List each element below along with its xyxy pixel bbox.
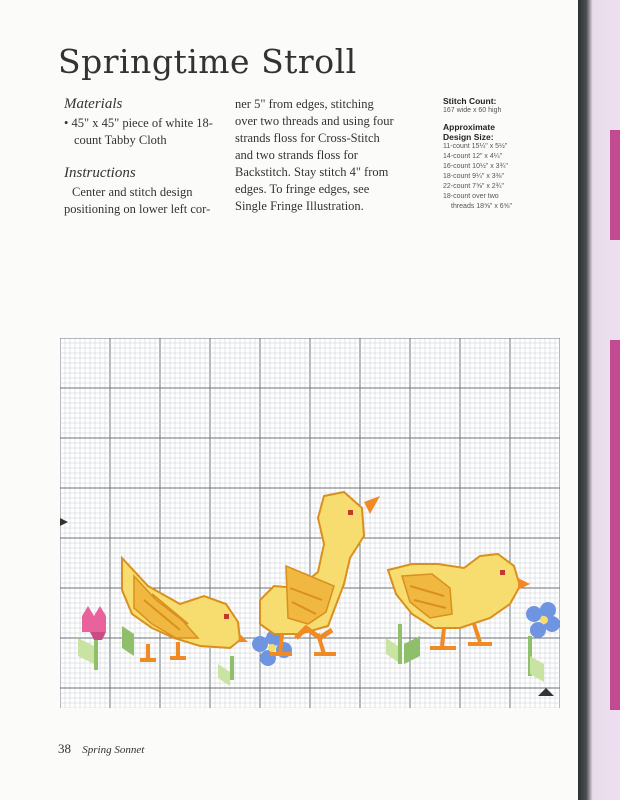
page-edge-accent-bottom (610, 340, 620, 710)
next-page-edge (578, 0, 620, 800)
publication-name: Spring Sonnet (82, 744, 145, 756)
design-size-0: 11-count 15¼" x 5½" (443, 143, 508, 150)
design-size-4: 22-count 7⅝" x 2¾" (443, 183, 505, 190)
page-footer (58, 741, 144, 757)
materials-heading: Materials (64, 96, 123, 112)
page-edge-accent-top (610, 130, 620, 240)
design-size-label-1: Approximate (443, 122, 495, 132)
design-size-label-2: Design Size: (443, 132, 494, 142)
design-specs-sidebar (443, 96, 553, 212)
stitch-count-label: Stitch Count: (443, 96, 497, 106)
instructions-heading: Instructions (64, 165, 136, 181)
design-size-1: 14-count 12" x 4¼" (443, 153, 503, 160)
text-column-middle (235, 96, 395, 215)
page-number: 38 (58, 741, 71, 756)
design-size-5: 18-count over two (443, 193, 499, 200)
page-title: Springtime Stroll (58, 42, 357, 81)
design-size-3: 18-count 9¼" x 3⅜" (443, 173, 505, 180)
cross-stitch-grid (60, 338, 560, 708)
grid-lines (60, 338, 560, 708)
instructions-text-part1: Center and stitch design positioning on lower left cor- (64, 185, 211, 216)
design-size-6: threads 18⅝" x 6⅝" (451, 203, 513, 210)
materials-item: • 45" x 45" piece of white 18-count Tabby Cloth (64, 116, 213, 147)
text-column-left (64, 96, 219, 218)
design-size-2: 16-count 10½" x 3¾" (443, 163, 508, 170)
cross-stitch-chart (60, 338, 560, 708)
stitch-count-value: 167 wide x 60 high (443, 107, 502, 114)
instructions-text-part2: ner 5" from edges, stitching over two threads and using four strands floss for Cross-Stitch and two strands floss for Backstitch. Stay stitch 4" from edges. To fringe edges, see Single Fringe Illustration. (235, 97, 394, 213)
